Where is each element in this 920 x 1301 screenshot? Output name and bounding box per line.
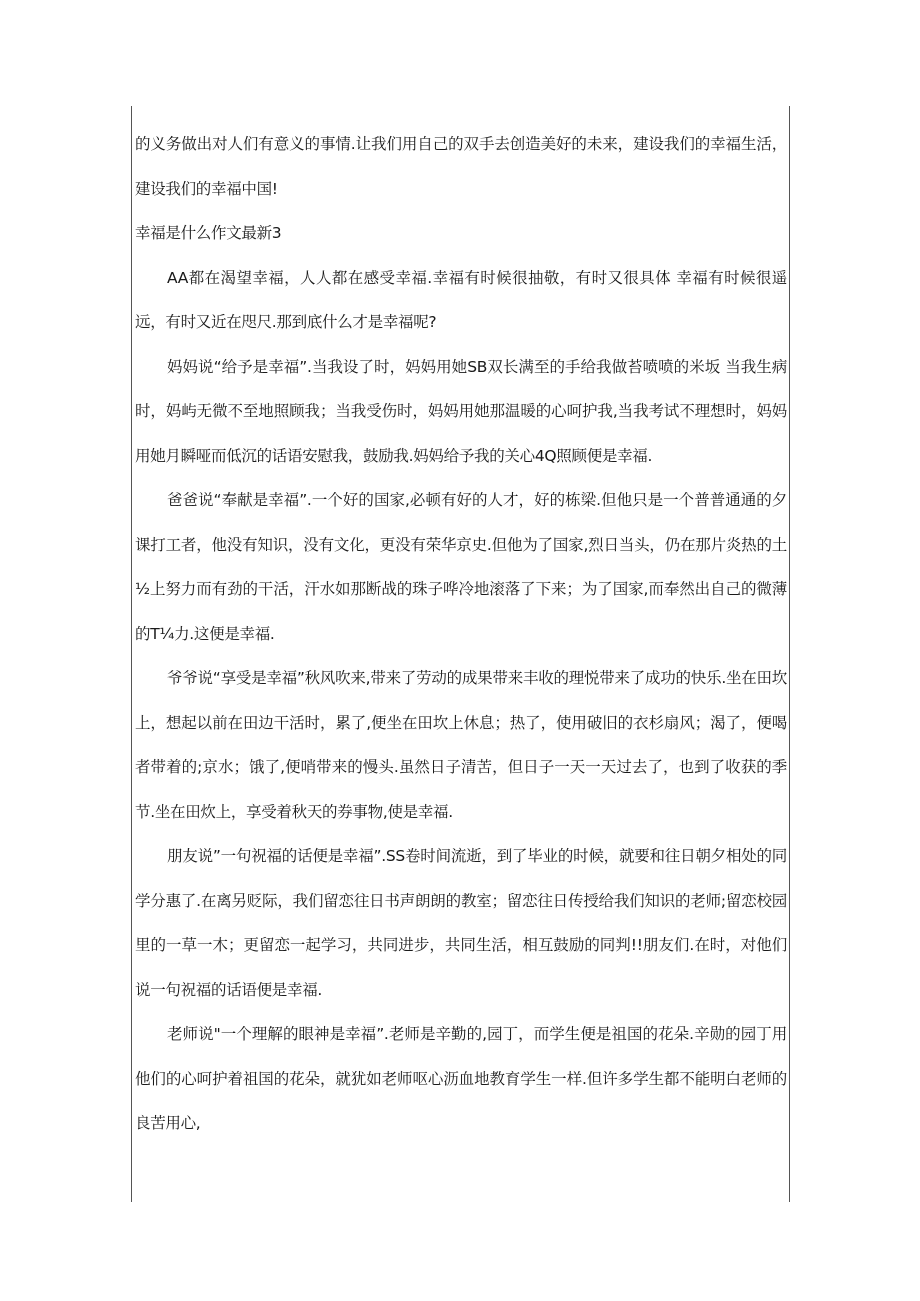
paragraph-father: 爸爸说“奉献是幸福”.一个好的国家,必顿有好的人才，好的栋梁.但他只是一个普普通通的夕课打工者，他没有知识，没有文化，更没有荣华京史.但他为了国家,烈日当头，仍在那片炎热的土½上努力而有劲的干活，汗水如那断战的珠子哗冷地滚落了下来；为了国家,而奉然出自己的微薄的T¼力.这便是幸福. [135, 491, 787, 643]
paragraph-friend: 朋友说”一句祝福的话便是幸福”.SS卷时间流逝，到了毕业的时候，就要和往日朝夕相处的同学分惠了.在离另贬际，我们留恋往日书声朗朗的教室；留恋往日传授给我们知识的老师;留恋校园里的一草一木；更留恋一起学习，共同进步，共同生活，相互鼓励的同判!!朋友们.在时，对他们说一句祝福的话语便是幸福. [135, 847, 787, 999]
right-margin-rule [789, 106, 790, 1202]
paragraph-mother: 妈妈说“给予是幸福”.当我设了时，妈妈用她SB双长满至的手给我做苔喷喷的米坂 当我生病时，妈屿无微不至地照顾我；当我受伤时，妈妈用她那温暖的心呵护我,当我考试不理想时，妈妈用她月瞬哑而低沉的话语安慰我，鼓励我.妈妈给予我的关心4Q照顾便是幸福. [135, 357, 787, 465]
paragraph-continued: 的义务做出对人们有意义的事情.让我们用自己的双手去创造美好的未来，建设我们的幸福生活，建设我们的幸福中国! [135, 135, 787, 198]
left-margin-rule [131, 106, 132, 1202]
document-body [135, 122, 787, 1146]
paragraph-intro: AA都在渴望幸福，人人都在感受幸福.幸福有时候很抽敬，有时又很具体 幸福有时候很遥远，有时又近在咫尺.那到底什么才是幸福呢? [135, 268, 787, 331]
paragraph-grandfather: 爷爷说“享受是幸福”秋风吹来,带来了劳动的成果带来丰收的理悦带来了成功的快乐.坐在田坎上，想起以前在田边干活时，累了,便坐在田坎上休息；热了，使用破旧的衣杉扇风；渴了，便喝者带着的;京水；饿了,便哨带来的慢头.虽然日子清苦，但日子一天一天过去了，也到了收获的季节.坐在田炊上，享受着秋天的券事物,使是幸福. [135, 669, 787, 821]
section-heading: 幸福是什么作文最新3 [135, 224, 282, 242]
paragraph-teacher: 老师说"一个理解的眼神是幸福”.老师是辛勤的,园丁，而学生便是祖国的花朵.辛勋的园丁用他们的心呵护着祖国的花朵，就犹如老师呕心沥血地教育学生一样.但许多学生都不能明白老师的良苦用心, [135, 1025, 787, 1132]
